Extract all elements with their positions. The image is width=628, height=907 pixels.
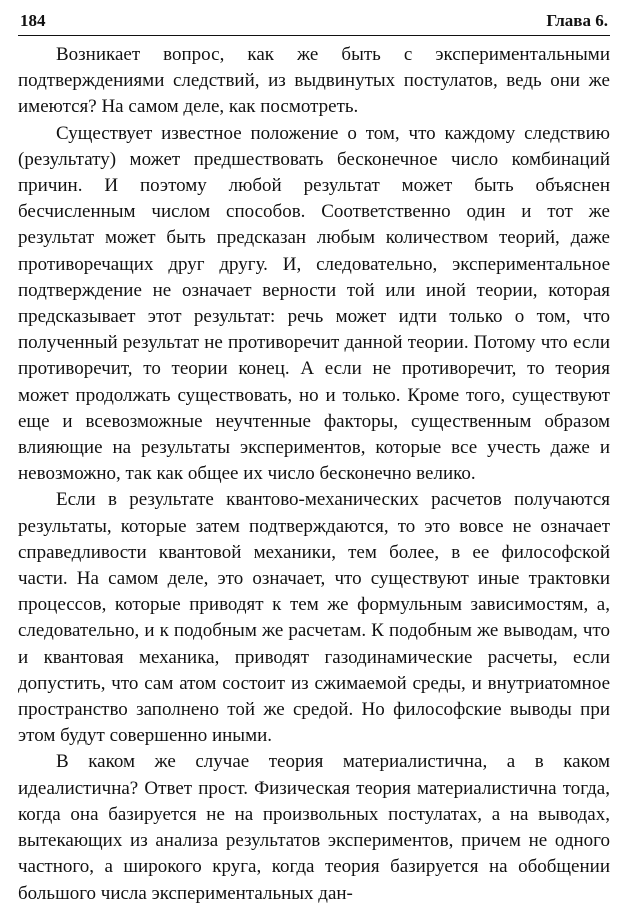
paragraph: Возникает вопрос, как же быть с экспериментальными подтверждениями следствий, из выдвинутых постулатов, ведь они же имеются? На самом деле, как посмотреть. [18, 44, 610, 118]
body-text [18, 42, 610, 907]
paragraph: Если в результате квантово-механических расчетов получаются результаты, которые затем подтверждаются, то это вовсе не означает справедливости квантовой механики, тем более, в ее философской части. На самом деле, это означает, что существуют иные трактовки процессов, которые приводят к тем же формульным зависимостям, а, следовательно, и к подобным же расчетам. К подобным же выводам, что и квантовая механика, приводят газодинамические расчеты, если допустить, что сам атом состоит из сжимаемой среды, и внутриатомное пространство заполнено той же средой. Но философские выводы при этом будут совершенно иными. [18, 489, 610, 747]
book-page [18, 10, 610, 907]
running-head [18, 10, 610, 36]
paragraph: Существует известное положение о том, что каждому следствию (результату) может предшествовать бесконечное число комбинаций причин. И поэтому любой результат может быть объяснен бесчисленным числом способов. Соответственно один и тот же результат может быть предсказан любым количеством теорий, даже противоречащих друг другу. И, следовательно, экспериментальное подтверждение не означает верности той или иной теории, которая предсказывает этот результат: речь может идти только о том, что полученный результат не противоречит данной теории. Потому что если противоречит, то теории конец. А если не противоречит, то теория может продолжать существовать, но и только. Кроме того, существуют еще и всевозможные неучтенные факторы, существенным образом влияющие на результаты экспериментов, которые все учесть даже и невозможно, так как общее их число бесконечно велико. [18, 122, 610, 485]
paragraph: В каком же случае теория материалистична, а в каком идеалистична? Ответ прост. Физическая теория материалистична тогда, когда она базируется не на произвольных постулатах, а на выводах, вытекающих из анализа результатов экспериментов, причем не одного частного, а широкого круга, когда теория базируется на обобщении большого числа экспериментальных дан- [18, 751, 610, 904]
page-number: 184 [20, 11, 46, 30]
chapter-title: Глава 6. [546, 11, 608, 30]
